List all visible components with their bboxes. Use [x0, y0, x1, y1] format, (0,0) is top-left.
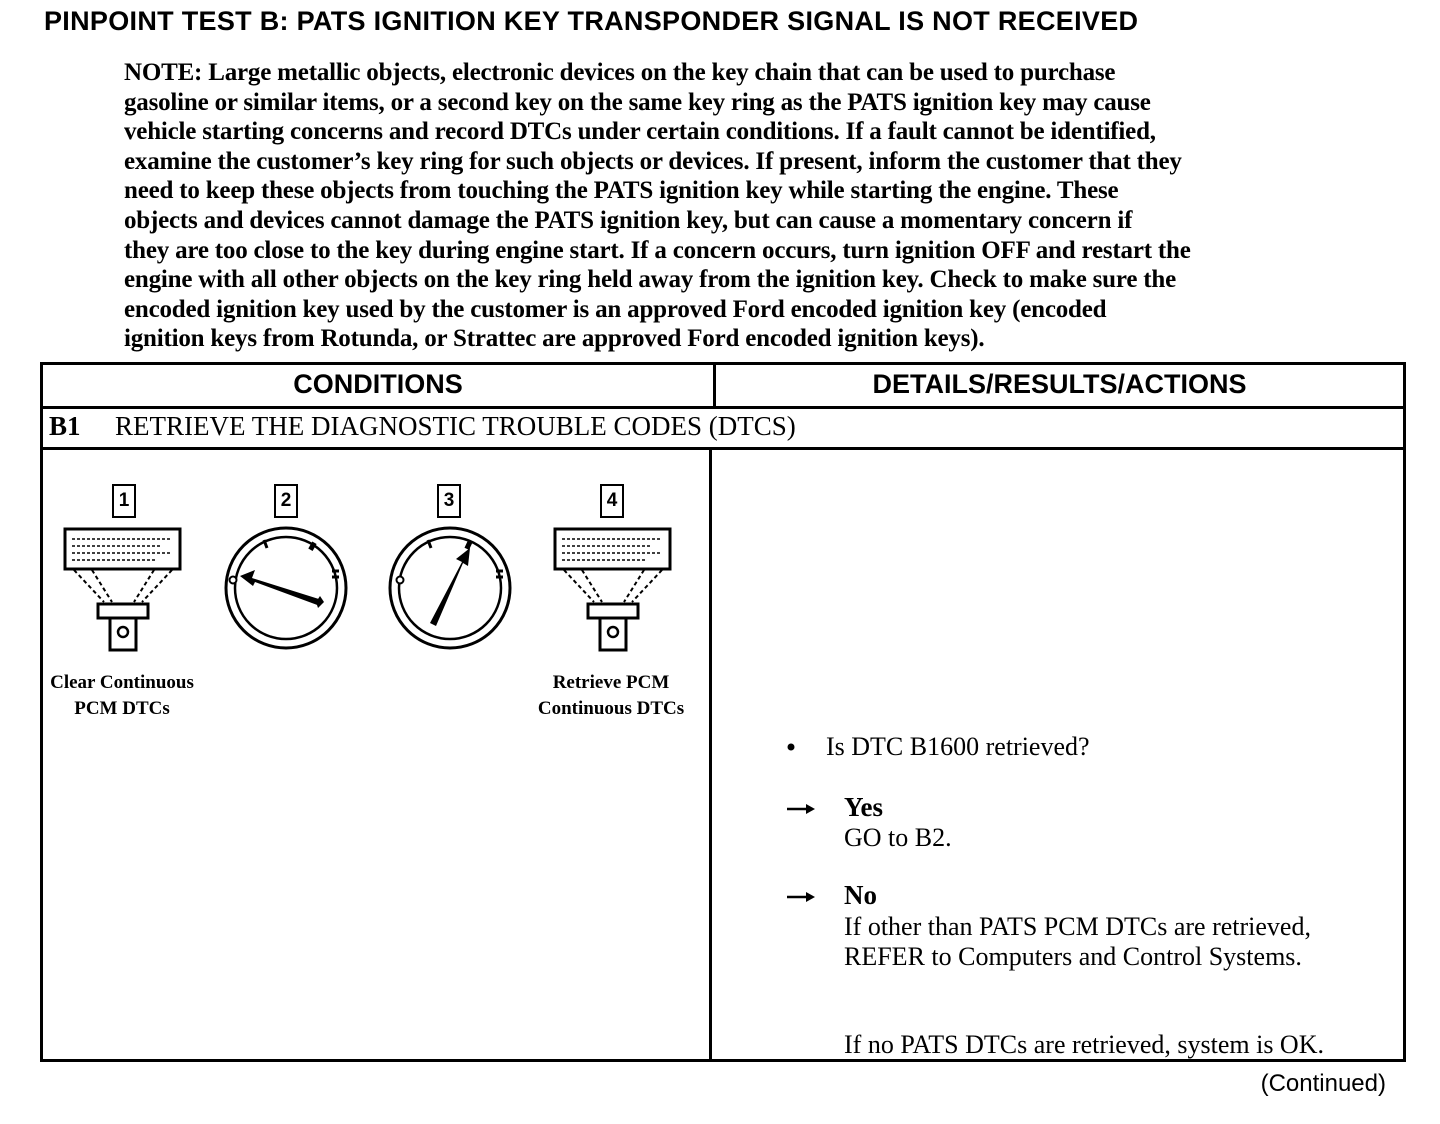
note-line: vehicle starting concerns and record DTCs under certain conditions. If a fault cannot be identified, [124, 118, 1156, 146]
note-line: they are too close to the key during engine start. If a concern occurs, turn ignition OFF and restart the [124, 236, 1191, 264]
arrow-right-icon [786, 802, 816, 816]
caption-line: Retrieve PCM [552, 672, 670, 693]
bullet-icon [786, 742, 796, 752]
note-line: gasoline or similar items, or a second key on the same key ring as the PATS ignition key may cause [124, 88, 1151, 116]
yes-action: GO to B2. [844, 823, 952, 852]
note-line: engine with all other objects on the key ring held away from the ignition key. Check to make sure the [124, 266, 1177, 294]
column-divider [709, 450, 712, 1062]
scan-tool-icon [552, 526, 676, 654]
note-line: objects and devices cannot damage the PATS ignition key, but can cause a momentary concern if [124, 206, 1133, 234]
scan-tool-icon [62, 526, 186, 654]
no-action-line: REFER to Computers and Control Systems. [844, 942, 1302, 971]
note-line: ignition keys from Rotunda, or Strattec are approved Ford encoded ignition keys). [124, 325, 985, 353]
note-line: Large metallic objects, electronic devices on the key chain that can be used to purchase [208, 59, 1116, 86]
ignition-switch-on-icon [386, 524, 514, 652]
step-number: 3 [437, 484, 461, 518]
step-title: RETRIEVE THE DIAGNOSTIC TROUBLE CODES (DTCS) [115, 411, 796, 441]
note-line: need to keep these objects from touching the PATS ignition key while starting the engine. These [124, 177, 1119, 205]
note-line: examine the customer’s key ring for such objects or devices. If present, inform the customer that they [124, 147, 1182, 175]
no-action-line: If no PATS DTCs are retrieved, system is OK. [844, 1030, 1324, 1059]
step-row [43, 409, 1403, 450]
note-line: encoded ignition key used by the customer is an approved Ford encoded ignition key (encoded [124, 295, 1107, 323]
step-number: 2 [274, 484, 298, 518]
step-id: B1 [49, 411, 81, 441]
step-number: 4 [600, 484, 624, 518]
table-header [43, 365, 1403, 409]
answer-no: No [844, 880, 877, 910]
continued-label: (Continued) [1260, 1070, 1386, 1097]
answer-yes: Yes [844, 792, 883, 822]
figure-caption [44, 670, 200, 722]
caption-line: PCM DTCs [74, 698, 170, 719]
caption-line: Clear Continuous [50, 672, 194, 693]
note-label: NOTE: [124, 59, 203, 86]
note-paragraph [124, 58, 1414, 354]
header-actions: DETAILS/RESULTS/ACTIONS [872, 369, 1247, 399]
figure-caption [528, 670, 694, 722]
ignition-switch-off-icon [222, 524, 350, 652]
arrow-right-icon [786, 890, 816, 904]
page-title: PINPOINT TEST B: PATS IGNITION KEY TRANSPONDER SIGNAL IS NOT RECEIVED [44, 6, 1139, 36]
no-action-line: If other than PATS PCM DTCs are retrieved, [844, 912, 1311, 941]
caption-line: Continuous DTCs [537, 698, 685, 719]
step-number: 1 [112, 484, 136, 518]
header-conditions: CONDITIONS [293, 369, 463, 399]
question-text: Is DTC B1600 retrieved? [826, 732, 1090, 761]
